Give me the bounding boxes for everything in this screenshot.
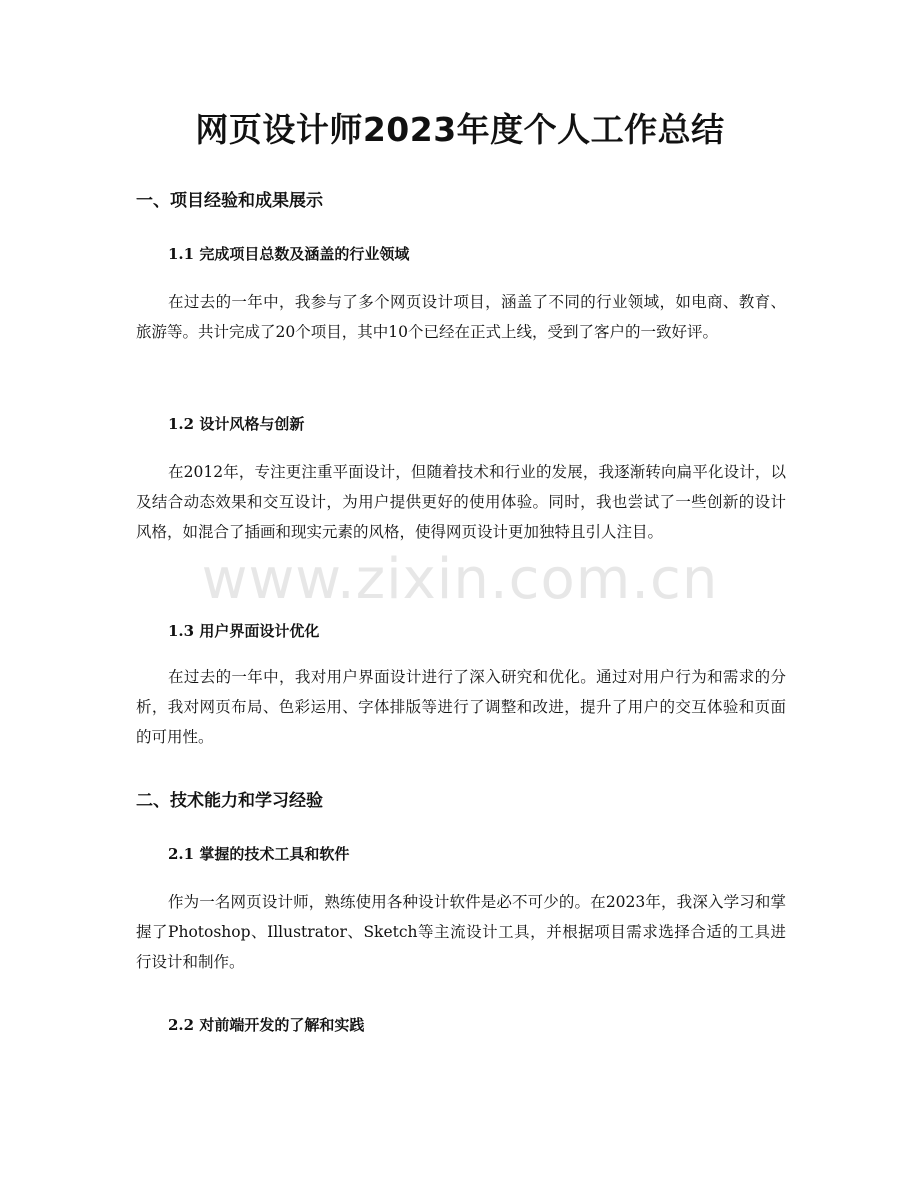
subsection-heading-1-3: 1.3 用户界面设计优化 (168, 622, 320, 640)
paragraph-2-1: 作为一名网页设计师，熟练使用各种设计软件是必不可少的。在2023年，我深入学习和掌握了Photoshop、Illustrator、Sketch等主流设计工具，并根据项目需求选择合适的工具进行设计和制作。 (136, 893, 786, 971)
section-heading-1: 一、项目经验和成果展示 (136, 191, 323, 211)
section-heading-2: 二、技术能力和学习经验 (136, 791, 323, 811)
subsection-heading-1-1: 1.1 完成项目总数及涵盖的行业领域 (168, 245, 410, 263)
document-title: 网页设计师2023年度个人工作总结 (195, 110, 725, 149)
watermark-text: www.zixin.com.cn (201, 547, 719, 612)
subsection-heading-2-2: 2.2 对前端开发的了解和实践 (168, 1016, 365, 1034)
paragraph-1-1: 在过去的一年中，我参与了多个网页设计项目，涵盖了不同的行业领域，如电商、教育、旅游等。共计完成了20个项目，其中10个已经在正式上线，受到了客户的一致好评。 (136, 293, 786, 341)
subsection-heading-2-1: 2.1 掌握的技术工具和软件 (168, 845, 350, 863)
paragraph-1-2: 在2012年，专注更注重平面设计，但随着技术和行业的发展，我逐渐转向扁平化设计，以及结合动态效果和交互设计，为用户提供更好的使用体验。同时，我也尝试了一些创新的设计风格，如混合了插画和现实元素的风格，使得网页设计更加独特且引人注目。 (136, 463, 786, 541)
subsection-heading-1-2: 1.2 设计风格与创新 (168, 415, 305, 433)
paragraph-1-3: 在过去的一年中，我对用户界面设计进行了深入研究和优化。通过对用户行为和需求的分析，我对网页布局、色彩运用、字体排版等进行了调整和改进，提升了用户的交互体验和页面的可用性。 (136, 668, 786, 746)
